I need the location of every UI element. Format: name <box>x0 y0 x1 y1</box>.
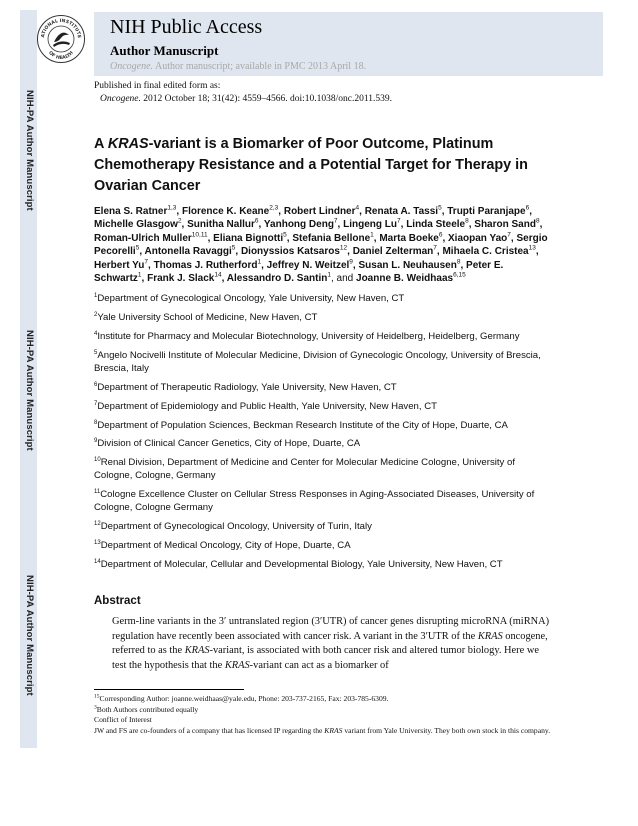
affiliation-number: 7 <box>94 400 98 407</box>
author-affiliation-marker: 7 <box>333 218 338 226</box>
author-separator: , <box>442 232 448 244</box>
availability-text: Author manuscript; available in PMC 2013 April 18. <box>153 61 367 72</box>
author-affiliation-marker: 5 <box>283 231 287 239</box>
author-affiliation-marker: 14 <box>214 271 222 279</box>
author-affiliation-marker: 8 <box>456 258 461 266</box>
author-name: Marta Boeke <box>379 232 439 244</box>
author-name: Florence K. Keane <box>181 206 270 217</box>
author-name: Xiaopan Yao <box>448 232 508 244</box>
author-name: Antonella Ravaggi <box>144 246 232 258</box>
sidebar-label: NIH-PA Author Manuscript <box>24 90 35 211</box>
title-post: -variant is a Biomarker of Poor Outcome, Platinum Chemotherapy Resistance and a Potential Target for Therapy in Ovarian Cancer <box>94 136 528 194</box>
author-name: Dionyssios Katsaros <box>240 246 340 258</box>
author-name: Robert Lindner <box>283 206 356 217</box>
affiliation-item <box>94 438 554 451</box>
gene-name: KRAS <box>477 630 503 642</box>
affiliation-item <box>94 293 554 306</box>
author-name: Jeffrey N. Weitzel <box>266 259 350 271</box>
author-separator: , <box>359 206 365 217</box>
author-affiliation-marker: 6,15 <box>453 271 466 279</box>
author-name: Lingeng Lu <box>343 219 397 231</box>
author-separator: , <box>436 246 443 258</box>
footnote-equal-contribution: $^3$Both Authors contributed equally <box>94 704 199 714</box>
author-name: Thomas J. Rutherford <box>153 259 258 271</box>
journal-name: Oncogene. <box>110 61 154 72</box>
author-name: Joanne B. Weidhaas <box>356 273 454 285</box>
author-affiliation-marker: 6 <box>254 218 259 226</box>
author-separator: , <box>176 206 182 217</box>
author-affiliation-marker: 7 <box>397 218 401 226</box>
author-separator: , <box>539 219 543 231</box>
author-affiliation-marker: 8 <box>535 218 540 226</box>
citation-line <box>100 94 392 104</box>
author-name: Michelle Glasgow <box>94 219 178 231</box>
affiliation-item <box>94 489 554 514</box>
author-separator: , <box>286 232 293 244</box>
author-separator: , <box>460 259 467 271</box>
nih-logo <box>36 14 86 64</box>
author-affiliation-marker: 1 <box>257 258 262 266</box>
author-name: Trupti Paranjape <box>447 206 526 217</box>
author-separator: , <box>207 232 214 244</box>
author-affiliation-marker: 2 <box>177 218 182 226</box>
affiliation-item <box>94 350 554 375</box>
abstract-heading: Abstract <box>94 595 141 607</box>
affiliation-text: Department of Gynecological Oncology, Yale University, New Haven, CT <box>97 293 405 304</box>
author-separator: , <box>181 219 188 231</box>
header-subtitle: Author Manuscript <box>110 43 219 58</box>
affiliation-number: 2 <box>94 311 98 318</box>
svg-text:NATIONAL INSTITUTES: ATIONAL INSTITUTE <box>41 18 82 39</box>
availability-note <box>110 61 366 72</box>
author-separator: , <box>529 206 533 217</box>
author-name: Roman-Ulrich Muller <box>94 232 192 244</box>
author-separator: , <box>347 246 353 258</box>
author-name: Sharon Sand <box>474 219 536 231</box>
affiliation-item <box>94 521 554 534</box>
author-separator: , <box>337 219 344 231</box>
gene-name: KRAS <box>224 659 250 671</box>
author-affiliation-marker: 13 <box>528 244 536 252</box>
sidebar-label: NIH-PA Author Manuscript <box>24 575 35 696</box>
author-separator: , <box>535 246 539 258</box>
author-separator: , <box>373 232 380 244</box>
author-separator: , <box>400 219 407 231</box>
author-affiliation-marker: 6 <box>525 204 530 212</box>
author-name: Peter E. Schwartz <box>94 259 504 285</box>
author-name: Frank J. Slack <box>147 273 215 285</box>
author-separator: , <box>221 273 227 285</box>
affiliation-text: Institute for Pharmacy and Molecular Biotechnology, University of Heidelberg, Heidelberg, Germany <box>97 330 520 342</box>
author-name: Alessandro D. Santin <box>226 273 328 285</box>
author-separator: , <box>352 259 359 271</box>
author-list <box>94 205 554 285</box>
header-title: NIH Public Access <box>110 16 263 38</box>
affiliation-text: Renal Division, Department of Medicine and Center for Molecular Medicine Cologne, University of Cologne, Cologne, Germany <box>94 457 516 482</box>
affiliation-text: Department of Gynecological Oncology, University of Turin, Italy <box>100 520 372 532</box>
affiliation-number: 14 <box>94 558 101 565</box>
title-pre: A <box>94 136 108 152</box>
author-affiliation-marker: 12 <box>339 244 348 252</box>
footnotes <box>94 694 554 736</box>
author-name: Herbert Yu <box>94 259 145 271</box>
author-separator: , <box>148 259 154 271</box>
affiliation-text: Cologne Excellence Cluster on Cellular Stress Responses in Aging-Associated Diseases, University of Cologne, Cologne Germany <box>94 489 535 513</box>
affiliation-item <box>94 331 554 344</box>
author-name: Elena S. Ratner <box>94 206 168 217</box>
gene-name: KRAS <box>324 725 343 735</box>
author-affiliation-marker: 6 <box>438 231 443 239</box>
sidebar-strip <box>20 10 37 748</box>
affiliation-list <box>94 293 554 578</box>
affiliation-item <box>94 382 554 395</box>
affiliation-number: 9 <box>94 438 98 445</box>
author-name: Susan L. Neuhausen <box>358 259 457 271</box>
author-separator: , <box>139 246 145 258</box>
author-affiliation-marker: 5 <box>231 244 236 252</box>
affiliation-number: 12 <box>94 520 101 527</box>
affiliation-item <box>94 312 554 325</box>
footnote-corresponding: $^{15}$Corresponding Author: joanne.weidhaas@yale.edu, Phone: 203-737-2165, Fax: 203-785-6309. <box>94 693 389 703</box>
affiliation-item <box>94 540 554 553</box>
title-gene: KRAS <box>107 136 149 152</box>
affiliation-text: Angelo Nocivelli Institute of Molecular Medicine, Division of Gynecologic Oncology, University of Brescia, Brescia, Italy <box>94 349 541 374</box>
citation-journal: Oncogene. <box>100 94 141 104</box>
author-affiliation-marker: 7 <box>507 231 511 239</box>
author-separator: , <box>278 206 284 217</box>
published-line: Published in final edited form as: <box>94 81 221 91</box>
author-name: Renata A. Tassi <box>364 206 439 217</box>
author-affiliation-marker: 1,3 <box>167 204 177 212</box>
author-affiliation-marker: 8 <box>465 218 469 226</box>
author-name: Stefania Bellone <box>292 232 371 244</box>
author-separator: , <box>441 206 448 217</box>
author-affiliation-marker: 7 <box>433 244 437 252</box>
conflict-text: JW and FS are co-founders of a company that has licensed IP regarding the KRAS variant from Yale University. They both own stock in this company. <box>94 725 551 735</box>
affiliation-text: Department of Population Sciences, Beckman Research Institute of the City of Hope, Duarte, CA <box>97 419 508 431</box>
affiliation-text: Yale University School of Medicine, New Haven, CT <box>97 311 318 323</box>
affiliation-number: 8 <box>94 419 98 426</box>
author-affiliation-marker: 9 <box>349 258 353 266</box>
author-separator: , and <box>330 273 357 285</box>
affiliation-number: 4 <box>94 330 98 337</box>
paper-title <box>94 134 564 197</box>
author-separator: , <box>258 219 264 231</box>
gene-name: KRAS <box>184 645 210 657</box>
affiliation-number: 11 <box>94 488 101 495</box>
affiliation-item <box>94 401 554 414</box>
nih-header-box <box>94 12 603 76</box>
author-affiliation-marker: 4 <box>355 204 360 212</box>
author-separator: , <box>468 219 475 231</box>
conflict-heading: Conflict of Interest <box>94 715 152 725</box>
author-name: Sergio Pecorelli <box>94 232 548 258</box>
author-name: Mihaela C. Cristea <box>442 246 529 258</box>
author-affiliation-marker: 1 <box>370 231 374 239</box>
author-affiliation-marker: 5 <box>438 204 442 212</box>
affiliation-text: Division of Clinical Cancer Genetics, City of Hope, Duarte, CA <box>97 438 361 450</box>
abstract-text: Germ-line variants in the 3′ untranslated region (3′UTR) of cancer genes disrupting microRNA (miRNA) regulation have recently been associated with cancer risk. A variant in the 3′UTR of the KRAS oncogene, referred to as the KRAS-variant, is associated with both cancer risk and altered tumor biology. Here we test the hypothesis that the KRAS-variant can act as a biomarker of <box>112 616 550 671</box>
affiliation-text: Department of Epidemiology and Public Health, Yale University, New Haven, CT <box>97 400 438 412</box>
author-affiliation-marker: 2,3 <box>269 204 279 212</box>
author-separator: , <box>141 273 148 285</box>
author-name: Yanhong Deng <box>263 219 334 231</box>
affiliation-item <box>94 457 554 482</box>
author-name: Linda Steele <box>406 219 466 231</box>
affiliation-item <box>94 420 554 433</box>
affiliation-text: Department of Molecular, Cellular and Developmental Biology, Yale University, New Haven, CT <box>100 558 503 570</box>
author-separator: , <box>261 259 267 271</box>
affiliation-text: Department of Medical Oncology, City of Hope, Duarte, CA <box>100 539 351 551</box>
author-separator: , <box>510 232 517 244</box>
author-affiliation-marker: 5 <box>135 244 140 252</box>
author-affiliation-marker: 1 <box>327 271 331 279</box>
author-name: Sunitha Nallur <box>187 219 255 231</box>
author-name: Daniel Zelterman <box>352 246 434 258</box>
author-affiliation-marker: 7 <box>144 258 149 266</box>
author-name: Eliana Bignotti <box>213 232 284 244</box>
author-affiliation-marker: 1 <box>137 271 142 279</box>
affiliation-number: 10 <box>94 457 101 464</box>
affiliation-number: 5 <box>94 349 98 356</box>
affiliation-number: 13 <box>94 539 101 546</box>
affiliation-text: Department of Therapeutic Radiology, Yale University, New Haven, CT <box>97 381 397 393</box>
affiliation-item <box>94 559 554 572</box>
svg-text:OF HEALTH: OF HEALTH <box>47 50 75 62</box>
author-separator: , <box>235 246 241 258</box>
footnote-divider <box>94 689 244 690</box>
sidebar-label: NIH-PA Author Manuscript <box>24 330 35 451</box>
affiliation-number: 1 <box>94 292 98 299</box>
citation-details: 2012 October 18; 31(42): 4559–4566. doi:10.1038/onc.2011.539. <box>140 94 393 104</box>
affiliation-number: 6 <box>94 381 98 388</box>
author-affiliation-marker: 10,11 <box>191 231 208 239</box>
